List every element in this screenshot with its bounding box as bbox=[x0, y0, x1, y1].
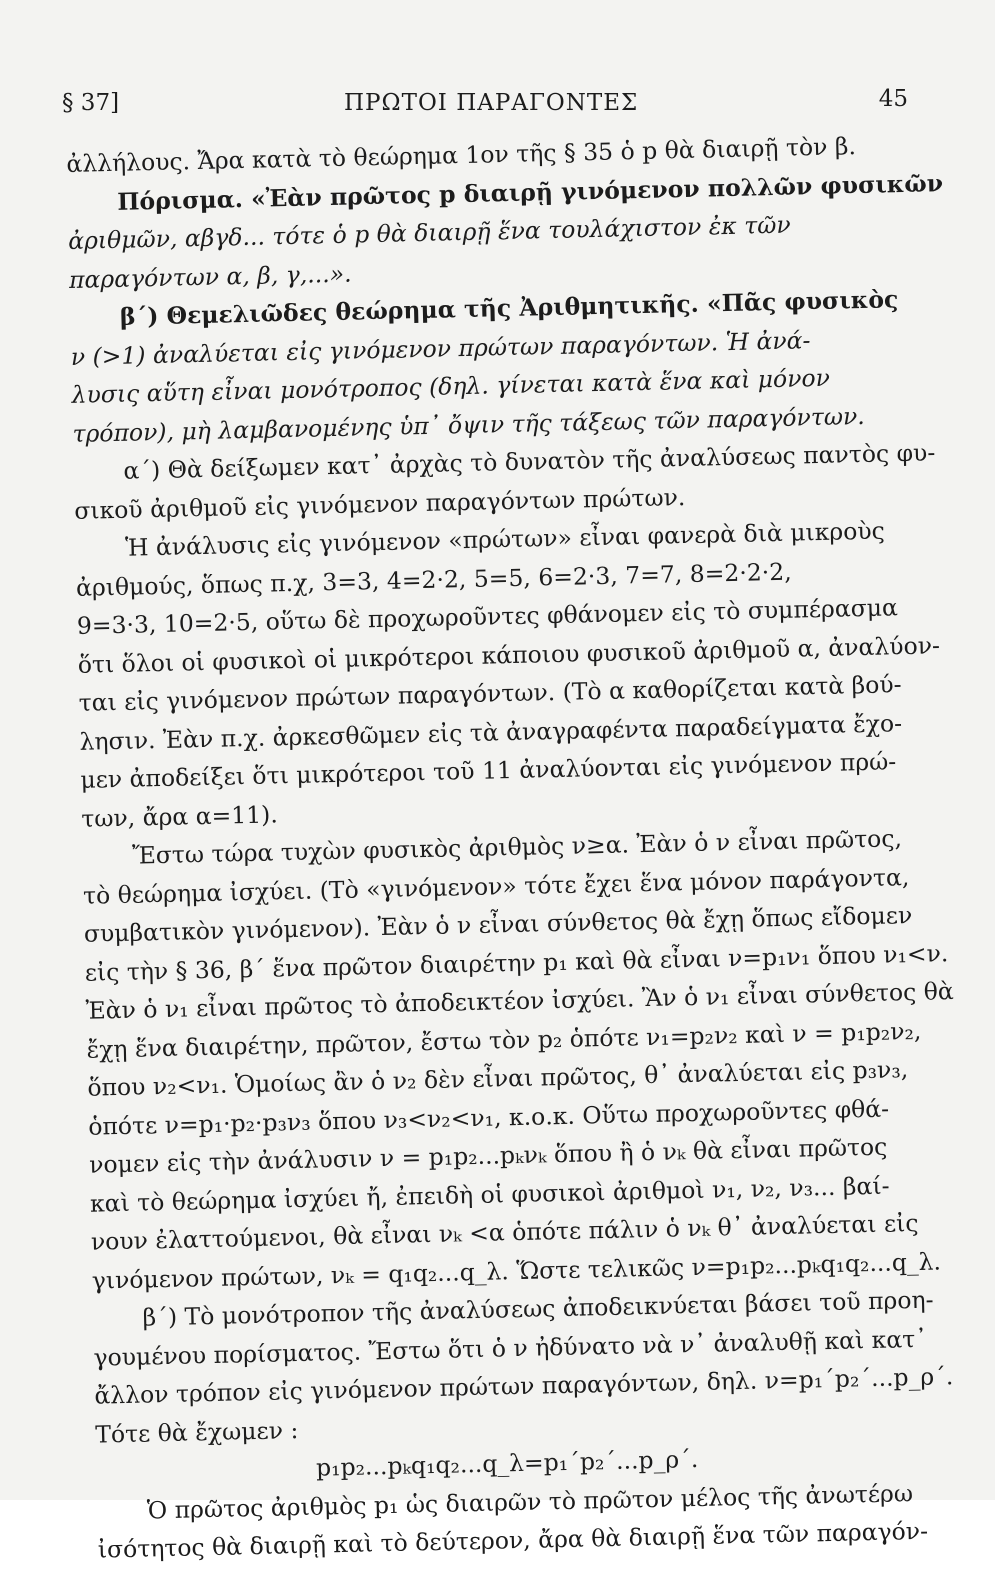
text-line: ται εἰς γινόμενον πρώτων παραγόντων. (Τὸ α καθορίζεται κατὰ βού- bbox=[78, 670, 902, 717]
text-line: λυσις αὕτη εἶναι μονότροπος (δηλ. γίνεται κατὰ ἕνα καὶ μόνον bbox=[71, 363, 831, 409]
text-line: β΄) Θεμελιῶδες θεώρημα τῆς Ἀριθμητικῆς. «Πᾶς φυσικὸς bbox=[119, 285, 899, 331]
page-number: 45 bbox=[878, 86, 908, 112]
text-line: νουν ἐλαττούμενοι, θὰ εἶναι νₖ <α ὁπότε πάλιν ὁ νₖ θ᾽ ἀναλύεται εἰς bbox=[90, 1208, 919, 1256]
text-line: Ἔστω τώρα τυχὼν φυσικὸς ἀριθμὸς ν≥α. Ἐὰν ὁ ν εἶναι πρῶτος, bbox=[131, 824, 903, 870]
text-line: 9=3·3, 10=2·5, οὕτω δὲ προχωροῦντες φθάνομεν εἰς τὸ συμπέρασμα bbox=[76, 593, 899, 640]
text-line: ὅτι ὅλοι οἱ φυσικοὶ οἱ μικρότεροι κάποιου φυσικοῦ ἀριθμοῦ α, ἀναλύον- bbox=[77, 630, 941, 679]
text-line: α΄) Θὰ δείξωμεν κατ᾽ ἀρχὰς τὸ δυνατὸν τῆς ἀναλύσεως παντὸς φυ- bbox=[123, 438, 936, 485]
text-line: των, ἄρα α=11). bbox=[80, 799, 279, 833]
text-line: ἄλλον τρόπον εἰς γινόμενον πρώτων παραγόντων, δηλ. ν=p₁΄p₂΄...p_ρ΄. bbox=[94, 1362, 954, 1410]
running-title: ΠΡΩΤΟΙ ΠΑΡΑΓΟΝΤΕΣ bbox=[344, 90, 639, 116]
text-line: Ἐὰν ὁ ν₁ εἶναι πρῶτος τὸ ἀποδεικτέον ἰσχύει. Ἂν ὁ ν₁ εἶναι σύνθετος θὰ bbox=[85, 977, 955, 1025]
text-line: τρόπον), μὴ λαμβανομένης ὑπ᾽ ὄψιν τῆς τάξεως τῶν παραγόντων. bbox=[72, 401, 865, 448]
text-line: γουμένου πορίσματος. Ἔστω ὅτι ὁ ν ἠδύνατο νὰ ν᾽ ἀναλυθῇ καὶ κατ᾽ bbox=[93, 1324, 928, 1372]
text-line: ἔχῃ ἕνα διαιρέτην, πρῶτον, ἔστω τὸν p₂ ὁπότε ν₁=p₂ν₂ καὶ ν = p₁p₂ν₂, bbox=[86, 1016, 922, 1064]
text-line: ἀριθμῶν, αβγδ... τότε ὁ p θὰ διαιρῇ ἕνα τουλάχιστον ἐκ τῶν bbox=[67, 210, 791, 255]
text-line: β΄) Τὸ μονότροπον τῆς ἀναλύσεως ἀποδεικνύεται βάσει τοῦ προη- bbox=[142, 1285, 934, 1332]
page-header bbox=[62, 86, 912, 122]
text-line: νομεν εἰς τὴν ἀνάλυσιν ν = p₁p₂...pₖνₖ ὅπου ἢ ὁ νₖ θὰ εἶναι πρῶτος bbox=[88, 1132, 888, 1179]
text-line: παραγόντων α, β, γ,...». bbox=[68, 259, 352, 294]
text-line: λησιν. Ἐὰν π.χ. ἀρκεσθῶμεν εἰς τὰ ἀναγραφέντα παραδείγματα ἔχο- bbox=[79, 708, 903, 756]
text-line: μεν ἀποδείξει ὅτι μικρότεροι τοῦ 11 ἀναλύονται εἰς γινόμενον πρώ- bbox=[80, 747, 897, 794]
text-line: ὅπου ν₂<ν₁. Ὁμοίως ἂν ὁ ν₂ δὲν εἶναι πρῶτος, θ᾽ ἀναλύεται εἰς p₃ν₃, bbox=[87, 1055, 909, 1102]
text-line: Ἡ ἀνάλυσις εἰς γινόμενον «πρώτων» εἶναι φανερὰ διὰ μικροὺς bbox=[124, 516, 886, 562]
text-line: τὸ θεώρημα ἰσχύει. (Τὸ «γινόμενον» τότε ἔχει ἕνα μόνον παράγοντα, bbox=[82, 862, 910, 910]
text-line: ἀριθμούς, ὅπως π.χ, 3=3, 4=2·2, 5=5, 6=2·3, 7=7, 8=2·2·2, bbox=[75, 557, 792, 602]
text-line: εἰς τὴν § 36, β΄ ἕνα πρῶτον διαιρέτην p₁ καὶ θὰ εἶναι ν=p₁ν₁ ὅπου ν₁<ν. bbox=[84, 938, 949, 987]
text-line: Ὁ πρῶτος ἀριθμὸς p₁ ὡς διαιρῶν τὸ πρῶτον μέλος τῆς ἀνωτέρω bbox=[146, 1478, 914, 1525]
text-line: ἀλλήλους. Ἄρα κατὰ τὸ θεώρημα 1ον τῆς § 35 ὁ p θὰ διαιρῇ τὸν β. bbox=[66, 132, 857, 178]
text-line: Πόρισμα. «Ἐὰν πρῶτος p διαιρῇ γινόμενον πολλῶν φυσικῶν bbox=[116, 168, 944, 216]
text-line: γινόμενον πρώτων, νₖ = q₁q₂...q_λ. Ὥστε τελικῶς ν=p₁p₂...pₖq₁q₂...q_λ. bbox=[91, 1246, 942, 1295]
text-line: p₁p₂...pₖq₁q₂...q_λ=p₁΄p₂΄...p_ρ΄. bbox=[315, 1444, 699, 1482]
text-line: ὁπότε ν=p₁·p₂·p₃ν₃ ὅπου ν₃<ν₂<ν₁, κ.ο.κ. Οὕτω προχωροῦντες φθά- bbox=[87, 1094, 890, 1141]
text-line: ν (>1) ἀναλύεται εἰς γινόμενον πρώτων παραγόντων. Ἡ ἀνά- bbox=[70, 325, 811, 371]
text-line: σικοῦ ἀριθμοῦ εἰς γινόμενον παραγόντων πρώτων. bbox=[73, 482, 686, 525]
text-line: ἰσότητος θὰ διαιρῇ καὶ τὸ δεύτερον, ἄρα θὰ διαιρῇ ἕνα τῶν παραγόν- bbox=[97, 1516, 929, 1564]
text-line: Τότε θὰ ἔχωμεν : bbox=[94, 1415, 299, 1449]
text-line: καὶ τὸ θεώρημα ἰσχύει ἤ, ἐπειδὴ οἱ φυσικοὶ ἀριθμοὶ ν₁, ν₂, ν₃... βαί- bbox=[89, 1171, 890, 1218]
text-line: συμβατικὸν γινόμενον). Ἐὰν ὁ ν εἶναι σύνθετος θὰ ἔχῃ ὅπως εἴδομεν bbox=[83, 901, 913, 948]
page-body-text bbox=[66, 126, 955, 1569]
section-reference: § 37] bbox=[62, 90, 120, 116]
